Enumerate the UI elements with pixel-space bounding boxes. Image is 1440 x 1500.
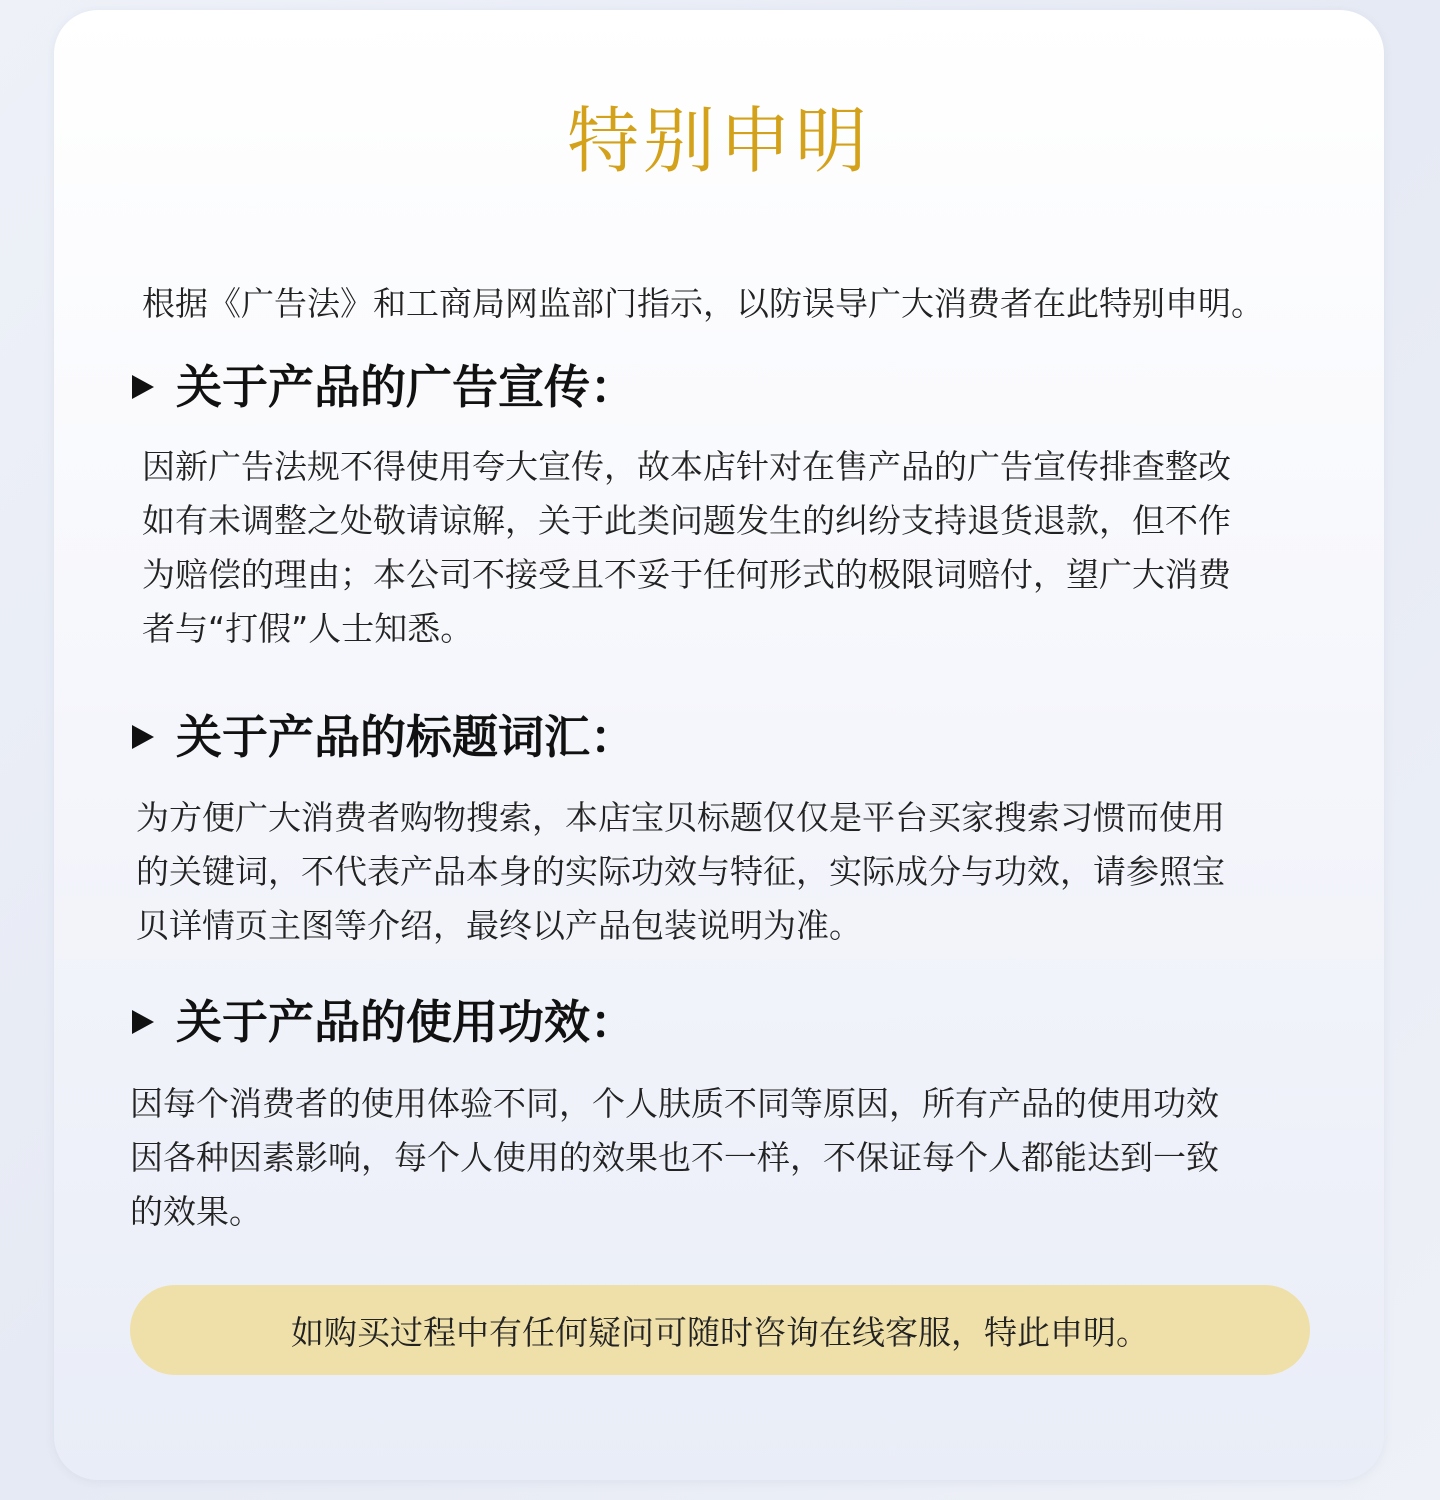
intro-text: 根据《广告法》和工商局网监部门指示，以防误导广大消费者在此特别申明。 [142,284,1264,323]
body-line: 因每个消费者的使用体验不同，个人肤质不同等原因，所有产品的使用功效 [130,1084,1219,1123]
section-heading-efficacy [132,992,636,1052]
body-line: 因新广告法规不得使用夸大宣传，故本店针对在售产品的广告宣传排查整改 [142,447,1231,486]
section-heading-text: 关于产品的使用功效： [176,995,636,1049]
section-body-advertising [142,440,1322,656]
body-line: 的关键词，不代表产品本身的实际功效与特征，实际成分与功效，请参照宝 [136,852,1225,891]
section-body-efficacy [130,1077,1310,1239]
triangle-bullet-icon [132,1010,154,1034]
body-line: 如有未调整之处敬请谅解，关于此类问题发生的纠纷支持退货退款，但不作 [142,501,1231,540]
body-line: 的效果。 [130,1192,262,1231]
section-body-title-words [136,791,1316,953]
body-line: 因各种因素影响，每个人使用的效果也不一样，不保证每个人都能达到一致 [130,1138,1219,1177]
section-heading-text: 关于产品的广告宣传： [176,360,636,414]
footer-notice [130,1285,1310,1375]
body-line: 为方便广大消费者购物搜索，本店宝贝标题仅仅是平台买家搜索习惯而使用 [136,798,1225,837]
statement-card [54,10,1384,1480]
section-heading-advertising [132,357,636,417]
footer-notice-text: 如购买过程中有任何疑问可随时咨询在线客服，特此申明。 [291,1312,1149,1352]
triangle-bullet-icon [132,725,154,749]
body-line: 者与“打假”人士知悉。 [142,609,474,648]
page-title: 特别申明 [566,99,871,183]
body-line: 贝详情页主图等介绍，最终以产品包装说明为准。 [136,906,862,945]
triangle-bullet-icon [132,375,154,399]
body-line: 为赔偿的理由；本公司不接受且不妥于任何形式的极限词赔付，望广大消费 [142,555,1231,594]
section-heading-title-words [132,707,636,767]
section-heading-text: 关于产品的标题词汇： [176,710,636,764]
